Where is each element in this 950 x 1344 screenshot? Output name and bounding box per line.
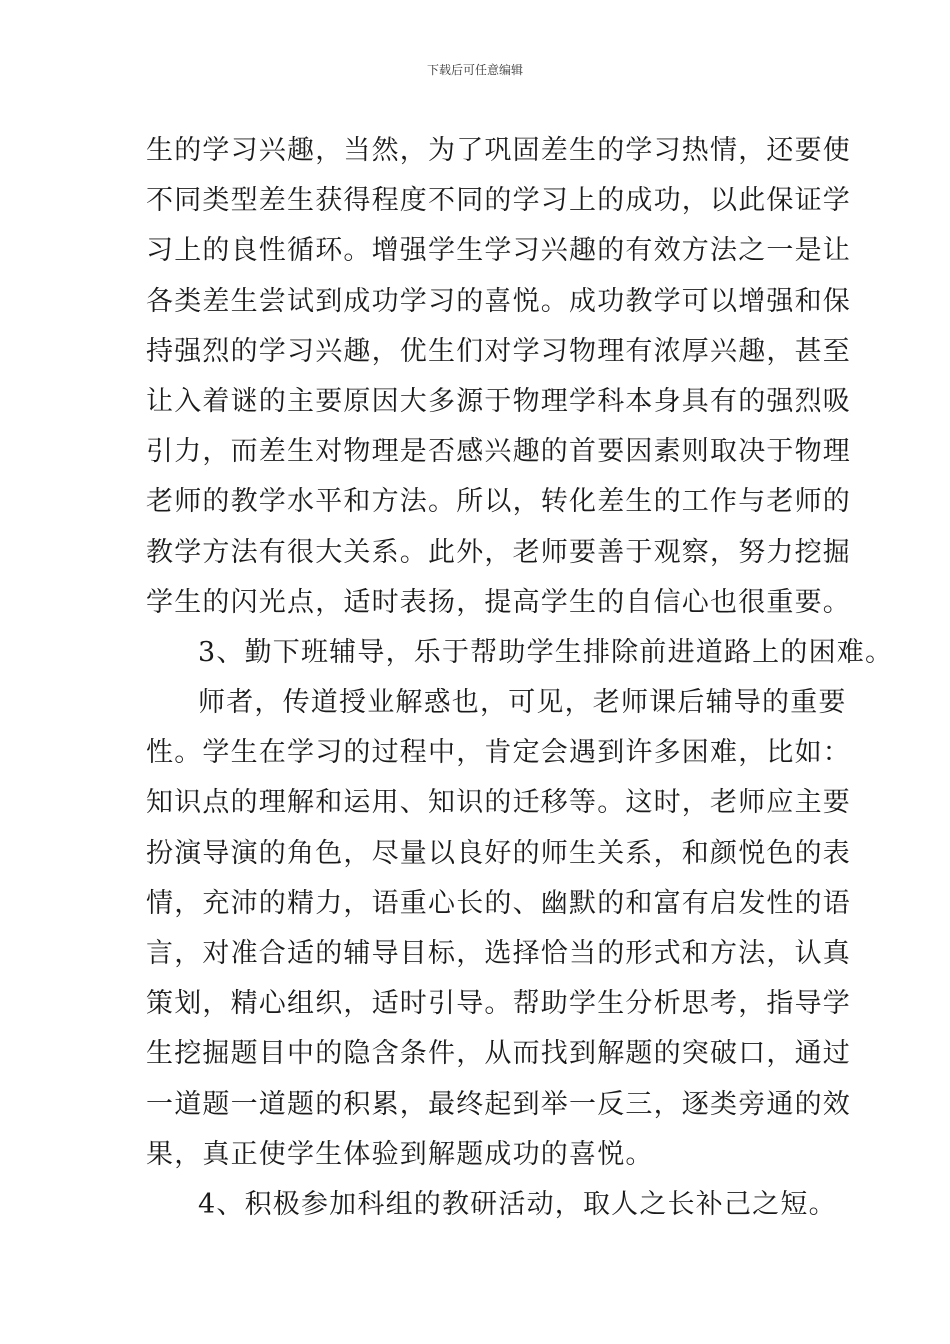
text-line: 不同类型差生获得程度不同的学习上的成功，以此保证学	[146, 185, 851, 217]
text-line: 扮演导演的角色，尽量以良好的师生关系，和颜悦色的表	[146, 837, 851, 869]
section-heading-4: 4、积极参加科组的教研活动，取人之长补己之短。	[198, 1188, 837, 1220]
text-line: 一道题一道题的积累，最终起到举一反三，逐类旁通的效	[146, 1088, 851, 1120]
text-line: 生挖掘题目中的隐含条件，从而找到解题的突破口，通过	[146, 1038, 851, 1070]
text-line: 学生的闪光点，适时表扬，提高学生的自信心也很重要。	[146, 586, 851, 618]
page-header-note: 下载后可任意编辑	[426, 63, 523, 77]
text-line: 让入着谜的主要原因大多源于物理学科本身具有的强烈吸	[146, 385, 851, 417]
text-line: 策划，精心组织，适时引导。帮助学生分析思考，指导学	[146, 988, 851, 1020]
section-heading-3: 3、勤下班辅导，乐于帮助学生排除前进道路上的困难。	[198, 636, 894, 668]
text-line: 持强烈的学习兴趣，优生们对学习物理有浓厚兴趣，甚至	[146, 335, 851, 367]
paragraph-start-line: 师者，传道授业解惑也，可见，老师课后辅导的重要	[198, 687, 847, 719]
text-line: 老师的教学水平和方法。所以，转化差生的工作与老师的	[146, 486, 851, 518]
text-line: 引力，而差生对物理是否感兴趣的首要因素则取决于物理	[146, 436, 851, 468]
document-body	[146, 126, 894, 1230]
text-line: 性。学生在学习的过程中，肯定会遇到许多困难，比如：	[146, 737, 851, 769]
text-line: 果，真正使学生体验到解题成功的喜悦。	[146, 1138, 654, 1170]
text-line: 言，对准合适的辅导目标，选择恰当的形式和方法，认真	[146, 938, 851, 969]
text-line: 各类差生尝试到成功学习的喜悦。成功教学可以增强和保	[146, 285, 851, 317]
text-line: 教学方法有很大关系。此外，老师要善于观察，努力挖掘	[146, 536, 851, 568]
text-line: 生的学习兴趣，当然，为了巩固差生的学习热情，还要使	[146, 135, 851, 166]
text-line: 情，充沛的精力，语重心长的、幽默的和富有启发性的语	[146, 887, 851, 919]
text-line: 知识点的理解和运用、知识的迁移等。这时，老师应主要	[146, 787, 851, 819]
text-line: 习上的良性循环。增强学生学习兴趣的有效方法之一是让	[146, 235, 851, 267]
